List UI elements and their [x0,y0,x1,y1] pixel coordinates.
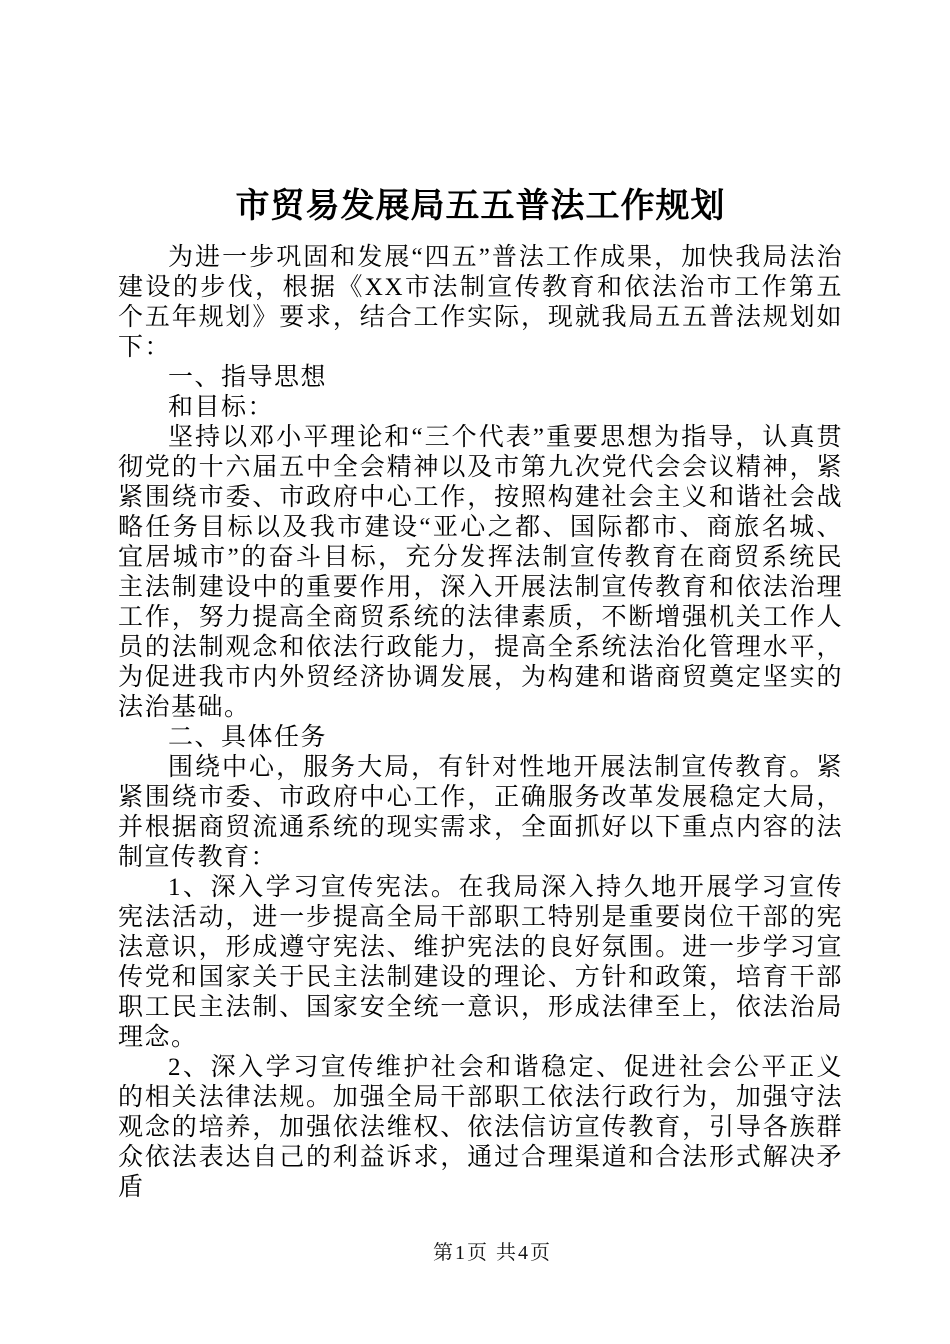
paragraph: 围绕中心，服务大局，有针对性地开展法制宣传教育。紧紧围绕市委、市政府中心工作，正确服务改革发展稳定大局，并根据商贸流通系统的现实需求，全面抓好以下重点内容的法制宣传教育： [118,754,843,871]
paragraph: 和目标： [168,394,275,421]
document-content [118,184,843,1203]
paragraph: 二、具体任务 [168,724,328,751]
page-number-indicator: 第1页 共4页 [433,1242,552,1264]
paragraph: 2、深入学习宣传维护社会和谐稳定、促进社会公平正义的相关法律法规。加强全局干部职工依法行政行为，加强守法观念的培养，加强依法维权、依法信访宣传教育，引导各族群众依法表达自己的利益诉求，通过合理渠道和合法形式解决矛盾 [118,1054,843,1201]
paragraph: 为进一步巩固和发展“四五”普法工作成果，加快我局法治建设的步伐，根据《XX市法制宣传教育和依法治市工作第五个五年规划》要求，结合工作实际，现就我局五五普法规划如下： [118,244,843,361]
document-title: 市贸易发展局五五普法工作规划 [235,188,726,225]
paragraph: 1、深入学习宣传宪法。在我局深入持久地开展学习宣传宪法活动，进一步提高全局干部职工特别是重要岗位干部的宪法意识，形成遵守宪法、维护宪法的良好氛围。进一步学习宣传党和国家关于民主法制建设的理论、方针和政策，培育干部职工民主法制、国家安全统一意识，形成法律至上，依法治局理念。 [118,874,843,1051]
page-footer [130,1240,855,1266]
paragraph: 一、指导思想 [168,364,328,391]
paragraph: 坚持以邓小平理论和“三个代表”重要思想为指导，认真贯彻党的十六届五中全会精神以及市第九次党代会会议精神，紧紧围绕市委、市政府中心工作，按照构建社会主义和谐社会战略任务目标以及我市建设“亚心之都、国际都市、商旅名城、宜居城市”的奋斗目标，充分发挥法制宣传教育在商贸系统民主法制建设中的重要作用，深入开展法制宣传教育和依法治理工作，努力提高全商贸系统的法律素质，不断增强机关工作人员的法制观念和依法行政能力，提高全系统法治化管理水平，为促进我市内外贸经济协调发展，为构建和谐商贸奠定坚实的法治基础。 [118,424,843,721]
document-body [118,243,843,1203]
